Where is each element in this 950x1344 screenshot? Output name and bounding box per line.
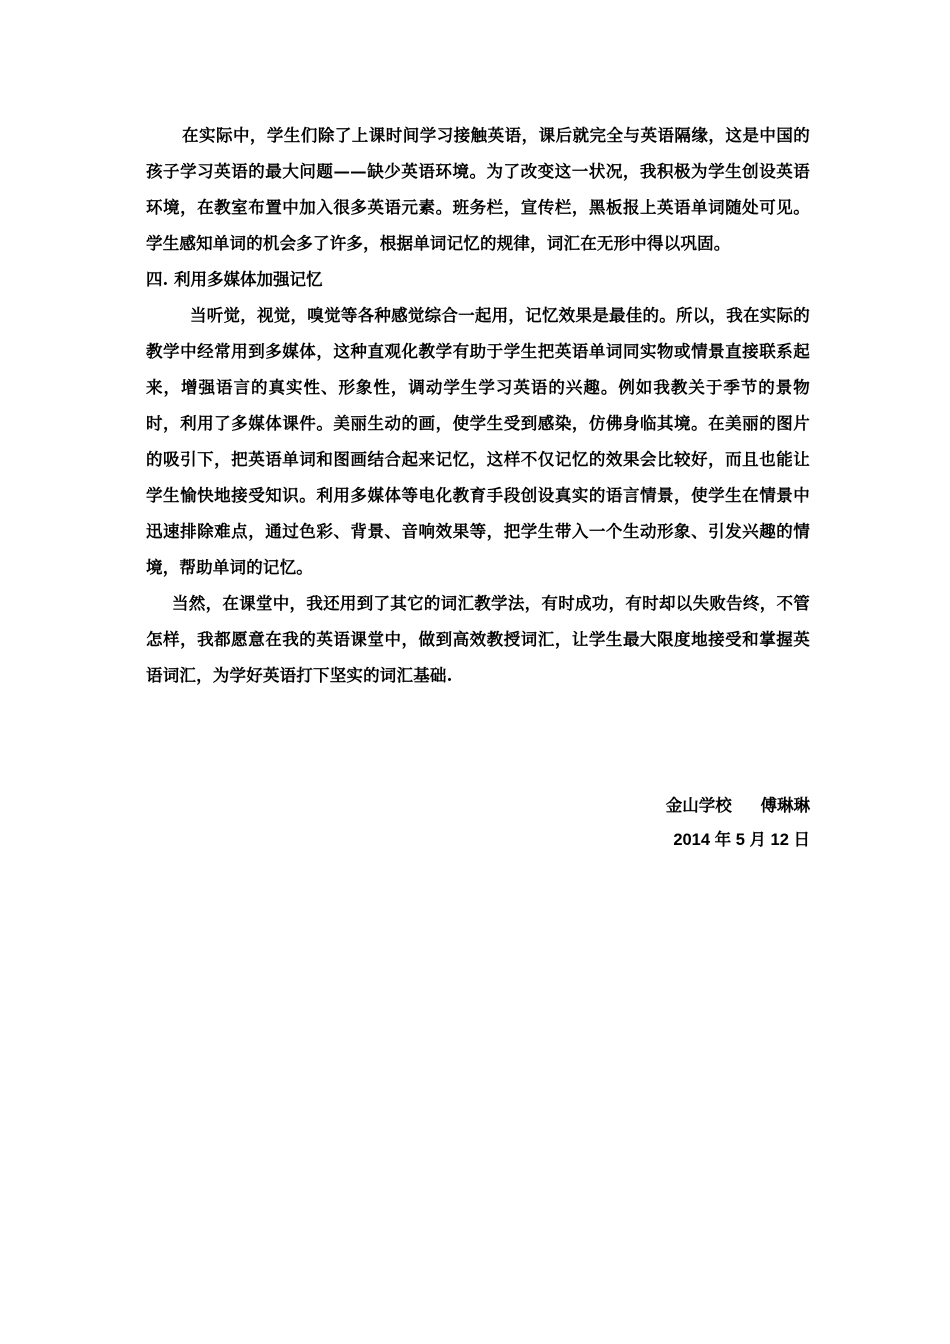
paragraph-conclusion: 当然，在课堂中，我还用到了其它的词汇教学法，有时成功，有时却以失败告终，不管怎样，我都愿意在我的英语课堂中，做到高效教授词汇，让学生最大限度地接受和掌握英语词汇，为学好英语打下坚实的词汇基础.	[146, 594, 810, 685]
signature-date: 2014 年 5 月 12 日	[673, 831, 810, 849]
signature-school-author: 金山学校 傅琳琳	[665, 796, 810, 815]
document-body	[146, 118, 810, 694]
paragraph-english-environment: 在实际中，学生们除了上课时间学习接触英语，课后就完全与英语隔缘，这是中国的孩子学习英语的最大问题——缺少英语环境。为了改变这一状况，我积极为学生创设英语环境，在教室布置中加入很多英语元素。班务栏，宣传栏，黑板报上英语单词随处可见。学生感知单词的机会多了许多，根据单词记忆的规律，词汇在无形中得以巩固。	[146, 126, 810, 253]
section-heading: 四. 利用多媒体加强记忆	[146, 270, 323, 289]
paragraph-multimedia: 当听觉，视觉，嗅觉等各种感觉综合一起用，记忆效果是最佳的。所以，我在实际的教学中经常用到多媒体，这种直观化教学有助于学生把英语单词同实物或情景直接联系起来，增强语言的真实性、形象性，调动学生学习英语的兴趣。例如我教关于季节的景物时，利用了多媒体课件。美丽生动的画，使学生受到感染，仿佛身临其境。在美丽的图片的吸引下，把英语单词和图画结合起来记忆，这样不仅记忆的效果会比较好，而且也能让学生愉快地接受知识。利用多媒体等电化教育手段创设真实的语言情景，使学生在情景中迅速排除难点，通过色彩、背景、音响效果等，把学生带入一个生动形象、引发兴趣的情境，帮助单词的记忆。	[146, 306, 810, 577]
signature-block	[666, 788, 810, 858]
